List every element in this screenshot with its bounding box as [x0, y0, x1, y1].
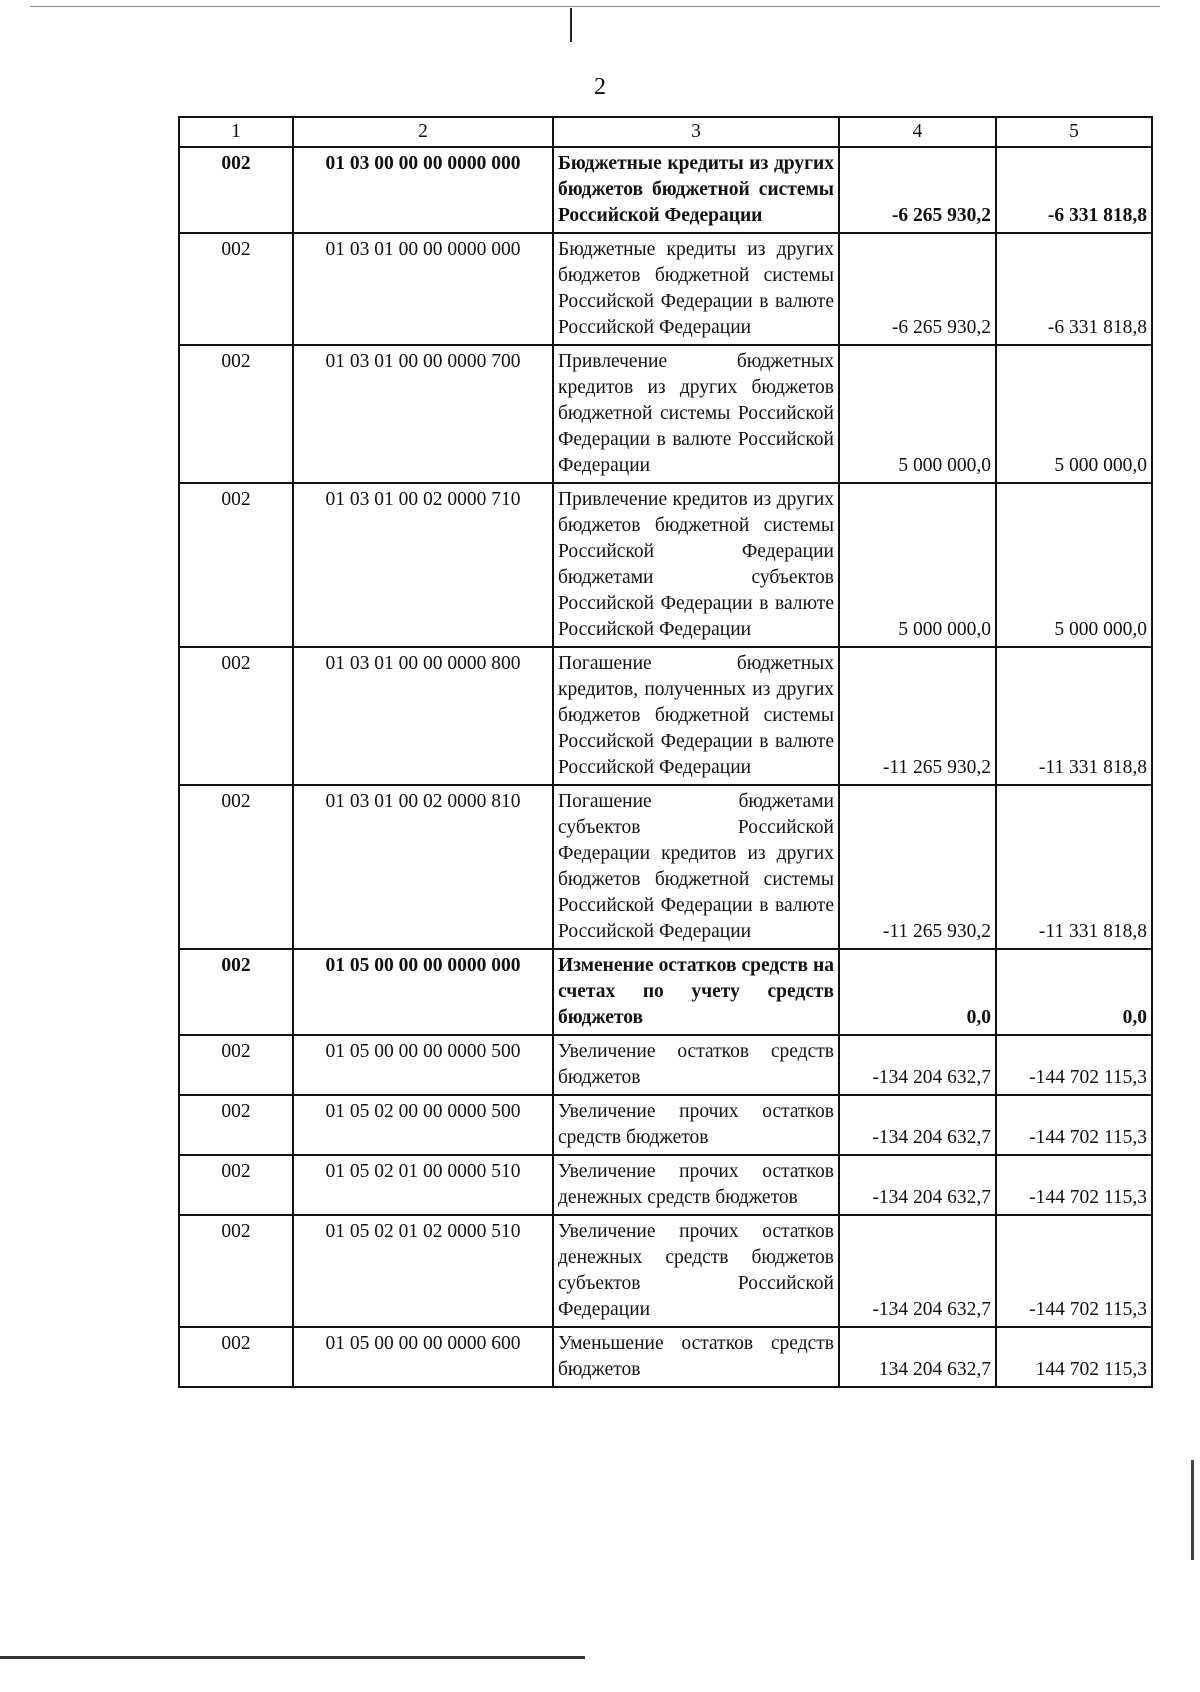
value-year1-cell: 134 204 632,7 [839, 1327, 996, 1387]
value-year1-cell: -134 204 632,7 [839, 1035, 996, 1095]
value-year2-cell: 5 000 000,0 [996, 345, 1152, 483]
admin-code-cell: 002 [179, 949, 293, 1035]
header-row [179, 117, 1152, 147]
budget-code-cell: 01 05 02 00 00 0000 500 [293, 1095, 553, 1155]
value-year1-cell: 0,0 [839, 949, 996, 1035]
name-cell: Увеличение прочих остатков денежных средств бюджетов [553, 1155, 839, 1215]
admin-code-cell: 002 [179, 233, 293, 345]
name-cell: Бюджетные кредиты из других бюджетов бюджетной системы Российской Федерации [553, 147, 839, 233]
value-year2-cell: 144 702 115,3 [996, 1327, 1152, 1387]
admin-code-cell: 002 [179, 1327, 293, 1387]
header-cell-5: 5 [996, 117, 1152, 147]
name-cell: Бюджетные кредиты из других бюджетов бюджетной системы Российской Федерации в валюте Российской Федерации [553, 233, 839, 345]
value-year1-cell: 5 000 000,0 [839, 345, 996, 483]
value-year1-cell: -11 265 930,2 [839, 785, 996, 949]
value-year2-cell: -144 702 115,3 [996, 1215, 1152, 1327]
value-year1-cell: -134 204 632,7 [839, 1155, 996, 1215]
value-year1-cell: -6 265 930,2 [839, 147, 996, 233]
budget-code-cell: 01 05 02 01 00 0000 510 [293, 1155, 553, 1215]
value-year2-cell: -11 331 818,8 [996, 785, 1152, 949]
value-year1-cell: 5 000 000,0 [839, 483, 996, 647]
name-cell: Увеличение прочих остатков денежных средств бюджетов субъектов Российской Федерации [553, 1215, 839, 1327]
admin-code-cell: 002 [179, 1035, 293, 1095]
value-year1-cell: -11 265 930,2 [839, 647, 996, 785]
budget-code-cell: 01 03 01 00 00 0000 800 [293, 647, 553, 785]
admin-code-cell: 002 [179, 785, 293, 949]
value-year2-cell: -11 331 818,8 [996, 647, 1152, 785]
table-row [179, 1215, 1152, 1327]
budget-code-cell: 01 05 00 00 00 0000 600 [293, 1327, 553, 1387]
budget-code-cell: 01 05 02 01 02 0000 510 [293, 1215, 553, 1327]
name-cell: Погашение бюджетных кредитов, полученных из других бюджетов бюджетной системы Российской Федерации в валюте Российской Федерации [553, 647, 839, 785]
value-year1-cell: -6 265 930,2 [839, 233, 996, 345]
budget-code-cell: 01 03 01 00 00 0000 700 [293, 345, 553, 483]
value-year2-cell: -6 331 818,8 [996, 233, 1152, 345]
admin-code-cell: 002 [179, 647, 293, 785]
admin-code-cell: 002 [179, 345, 293, 483]
table-row [179, 1095, 1152, 1155]
budget-code-cell: 01 03 01 00 02 0000 810 [293, 785, 553, 949]
name-cell: Уменьшение остатков средств бюджетов [553, 1327, 839, 1387]
admin-code-cell: 002 [179, 483, 293, 647]
table-row [179, 147, 1152, 233]
scan-artifact-tick [570, 8, 572, 42]
header-cell-3: 3 [553, 117, 839, 147]
name-cell: Привлечение бюджетных кредитов из других бюджетов бюджетной системы Российской Федерации в валюте Российской Федерации [553, 345, 839, 483]
table-row [179, 785, 1152, 949]
table-row [179, 1155, 1152, 1215]
scan-artifact-top-line [30, 6, 1160, 7]
value-year1-cell: -134 204 632,7 [839, 1095, 996, 1155]
table-row [179, 647, 1152, 785]
name-cell: Погашение бюджетами субъектов Российской Федерации кредитов из других бюджетов бюджетной системы Российской Федерации в валюте Российской Федерации [553, 785, 839, 949]
name-cell: Изменение остатков средств на счетах по учету средств бюджетов [553, 949, 839, 1035]
budget-code-cell: 01 03 01 00 02 0000 710 [293, 483, 553, 647]
budget-code-cell: 01 05 00 00 00 0000 000 [293, 949, 553, 1035]
table-row [179, 1035, 1152, 1095]
admin-code-cell: 002 [179, 1155, 293, 1215]
table-row [179, 345, 1152, 483]
scan-artifact-right-edge [1191, 1460, 1194, 1560]
value-year2-cell: -144 702 115,3 [996, 1155, 1152, 1215]
value-year2-cell: -144 702 115,3 [996, 1035, 1152, 1095]
value-year2-cell: 5 000 000,0 [996, 483, 1152, 647]
name-cell: Увеличение прочих остатков средств бюджетов [553, 1095, 839, 1155]
name-cell: Привлечение кредитов из других бюджетов бюджетной системы Российской Федерации бюджетами субъектов Российской Федерации в валюте Российской Федерации [553, 483, 839, 647]
header-cell-2: 2 [293, 117, 553, 147]
table-row [179, 233, 1152, 345]
value-year2-cell: 0,0 [996, 949, 1152, 1035]
table-row [179, 949, 1152, 1035]
table-body [179, 117, 1152, 1387]
admin-code-cell: 002 [179, 1095, 293, 1155]
budget-code-cell: 01 05 00 00 00 0000 500 [293, 1035, 553, 1095]
header-cell-1: 1 [179, 117, 293, 147]
value-year1-cell: -134 204 632,7 [839, 1215, 996, 1327]
value-year2-cell: -144 702 115,3 [996, 1095, 1152, 1155]
budget-sources-table [178, 116, 1153, 1388]
admin-code-cell: 002 [179, 147, 293, 233]
name-cell: Увеличение остатков средств бюджетов [553, 1035, 839, 1095]
header-cell-4: 4 [839, 117, 996, 147]
table-row [179, 483, 1152, 647]
scan-artifact-bottom-line [0, 1656, 585, 1659]
table-row [179, 1327, 1152, 1387]
page-number: 2 [594, 74, 606, 100]
value-year2-cell: -6 331 818,8 [996, 147, 1152, 233]
admin-code-cell: 002 [179, 1215, 293, 1327]
budget-code-cell: 01 03 00 00 00 0000 000 [293, 147, 553, 233]
budget-code-cell: 01 03 01 00 00 0000 000 [293, 233, 553, 345]
